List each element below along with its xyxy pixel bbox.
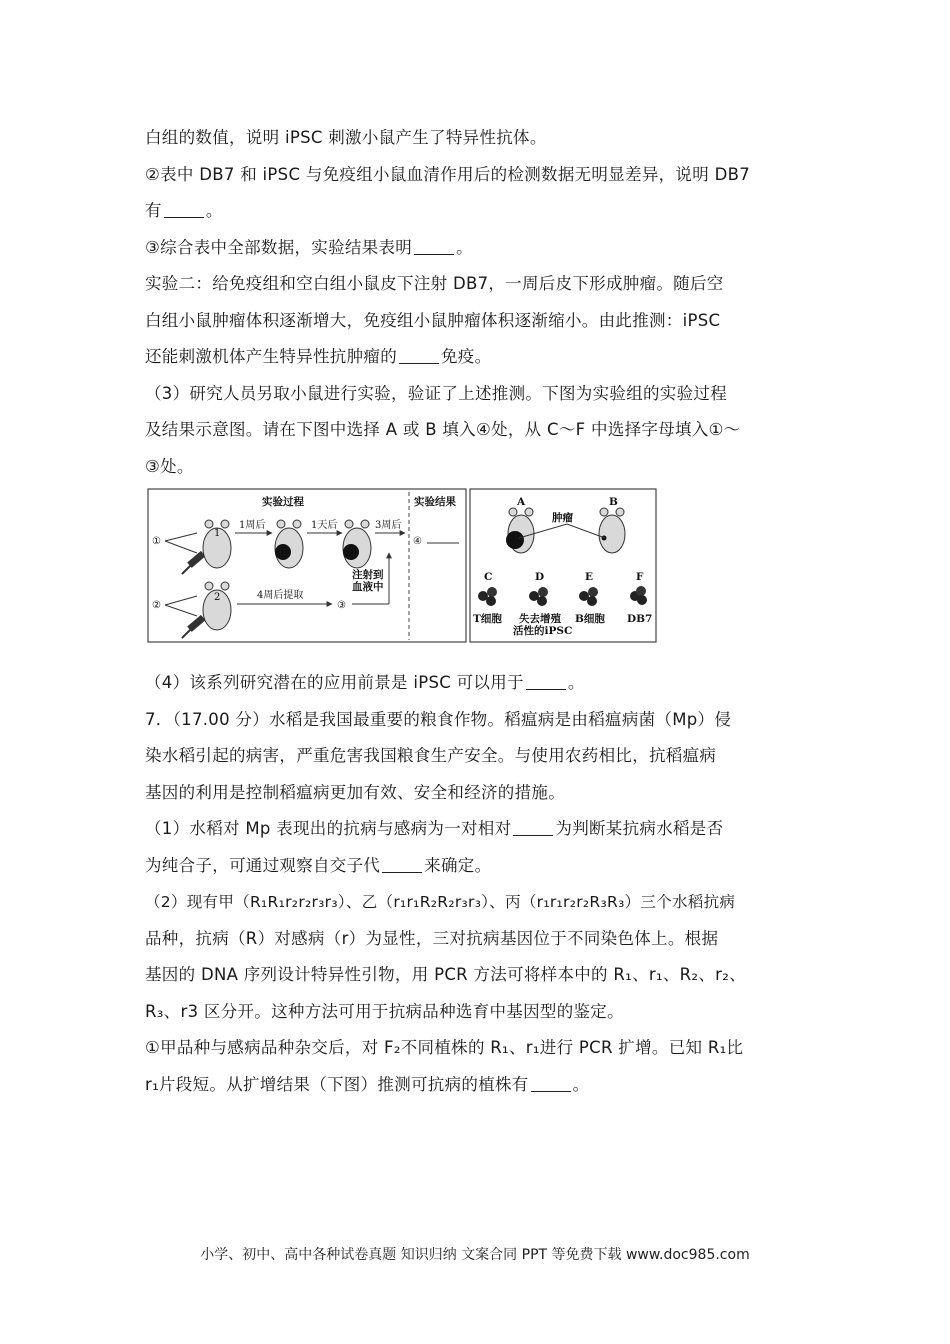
question-text-continued: [145, 665, 810, 1103]
text-line: 及结果示意图。请在下图中选择 A 或 B 填入④处，从 C～F 中选择字母填入①～: [145, 420, 741, 439]
mouse-icon: [203, 582, 231, 630]
text-span: 还能刺激机体产生特异性抗肿瘤的: [145, 347, 397, 366]
process-title: 实验过程: [262, 496, 304, 508]
label-db7: DB7: [627, 613, 653, 625]
text-span: 。: [456, 237, 473, 257]
text-span: 免疫。: [441, 347, 492, 366]
label-b-cell: B细胞: [575, 613, 605, 625]
text-line: 基因的 DNA 序列设计特异性引物，用 PCR 方法可将样本中的 R₁、r₁、R₂、r₂、: [145, 965, 746, 984]
result-title: 实验结果: [414, 496, 456, 508]
mark-1: ①: [152, 536, 161, 547]
text-span: 为纯合子，可通过观察自交子代: [145, 855, 381, 875]
mark-4: ④: [413, 536, 422, 547]
tumor-mark: [343, 544, 359, 560]
mark-2: ②: [152, 600, 161, 611]
label-week1: 1周后: [239, 520, 266, 531]
option-E: E: [585, 571, 594, 583]
mark-3: ③: [337, 600, 346, 611]
option-C: C: [484, 571, 493, 583]
label-week3: 3周后: [375, 520, 402, 531]
cell-cluster-icon: [529, 587, 548, 606]
text-line: ①甲品种与感病品种杂交后，对 F₂不同植株的 R₁、r₁进行 PCR 扩增。已知 R₁比: [145, 1038, 744, 1057]
label-inject: 血液中: [352, 581, 384, 593]
mouse-number: 2: [214, 592, 221, 603]
answer-blank: [399, 345, 439, 364]
answer-blank: [526, 671, 566, 690]
text-line: [145, 230, 810, 267]
label-inject: 注射到: [352, 569, 384, 581]
mouse-icon: [343, 520, 371, 568]
cell-cluster-icon: [630, 586, 647, 605]
text-line: ②表中 DB7 和 iPSC 与免疫组小鼠血清作用后的检测数据无明显差异，说明 DB7: [145, 164, 750, 184]
syringe-icon: [182, 615, 205, 638]
label-ipsc: 活性的iPSC: [513, 625, 573, 637]
option-B: B: [609, 496, 618, 508]
tumor-mark: [275, 544, 291, 560]
answer-blank: [382, 854, 422, 873]
text-span: 来确定。: [424, 855, 492, 875]
answer-blank: [414, 236, 454, 255]
mouse-icon: [599, 508, 625, 553]
text-span: r₁片段短。从扩增结果（下图）推测可抗病的植株有: [145, 1074, 529, 1094]
option-D: D: [535, 571, 545, 583]
mouse-number: 1: [214, 528, 221, 539]
text-line: 白组的数值，说明 iPSC 刺激小鼠产生了特异性抗体。: [145, 128, 547, 147]
text-line: （3）研究人员另取小鼠进行实验，验证了上述推测。下图为实验组的实验过程: [145, 383, 727, 403]
text-line: [145, 339, 810, 376]
text-span: 。: [567, 673, 585, 692]
text-line: 品种，抗病（R）对感病（r）为显性，三对抗病基因位于不同染色体上。根据: [145, 928, 719, 948]
question-text: [145, 120, 810, 485]
text-span: 为判断某抗病水稻是否: [555, 819, 724, 838]
mouse-icon: [275, 520, 303, 568]
label-t-cell: T细胞: [473, 613, 502, 625]
text-span: （4）该系列研究潜在的应用前景是 iPSC 可以用于: [145, 673, 524, 692]
text-line: [145, 811, 810, 848]
text-span: （1）水稻对 Mp 表现出的抗病与感病为一对相对: [145, 819, 512, 838]
tumor-mark: [506, 531, 524, 549]
text-line: [145, 665, 810, 702]
option-F: F: [636, 571, 644, 583]
text-line: [145, 193, 810, 230]
pointer-line: [165, 605, 197, 616]
text-line: [145, 848, 810, 885]
page-footer: 小学、初中、高中各种试卷真题 知识归纳 文案合同 PPT 等免费下载 www.doc985.com: [200, 1247, 750, 1263]
label-ipsc: 失去增殖: [519, 613, 561, 625]
answer-blank: [164, 199, 204, 218]
text-line: 实验二：给免疫组和空白组小鼠皮下注射 DB7，一周后皮下形成肿瘤。随后空: [145, 274, 724, 293]
text-span: 。: [205, 201, 223, 220]
answer-blank: [531, 1073, 571, 1092]
mouse-icon: [506, 508, 534, 553]
text-line: 7．（17.00 分）水稻是我国最重要的粮食作物。稻瘟病是由稻瘟病菌（Mp）侵: [145, 709, 732, 729]
syringe-icon: [182, 551, 205, 574]
text-span: ③综合表中全部数据，实验结果表明: [145, 237, 413, 257]
label-tumor: 肿瘤: [552, 512, 573, 524]
cell-cluster-icon: [478, 587, 497, 606]
text-line: 白组小鼠肿瘤体积逐渐增大，免疫组小鼠肿瘤体积逐渐缩小。由此推测：iPSC: [145, 310, 721, 330]
experiment-figure: [147, 488, 657, 644]
label-day1: 1天后: [311, 520, 338, 531]
text-line: （2）现有甲（R₁R₁r₂r₂r₃r₃）、乙（r₁r₁R₂R₂r₃r₃）、丙（r₁r₁r₂r₂R₃R₃）三个水稻抗病: [145, 893, 736, 911]
option-A: A: [517, 496, 526, 508]
mouse-icon: [203, 520, 231, 568]
process-panel-border: [148, 489, 466, 642]
pointer-line: [165, 533, 197, 541]
pointer-line: [165, 596, 197, 605]
text-line: 染水稻引起的病害，严重危害我国粮食生产安全。与使用农药相比，抗稻瘟病: [145, 746, 717, 765]
label-extract: 4周后提取: [257, 590, 304, 601]
answer-blank: [513, 817, 553, 836]
text-line: ③处。: [145, 456, 194, 476]
text-span: 有: [145, 201, 162, 220]
pointer-line: [165, 541, 197, 553]
text-line: R₃、r3 区分开。这种方法可用于抗病品种选育中基因型的鉴定。: [145, 1001, 624, 1021]
text-line: 基因的利用是控制稻瘟病更加有效、安全和经济的措施。: [145, 782, 565, 802]
text-line: [145, 1067, 810, 1104]
cell-cluster-icon: [579, 587, 598, 606]
text-span: 。: [572, 1074, 590, 1094]
